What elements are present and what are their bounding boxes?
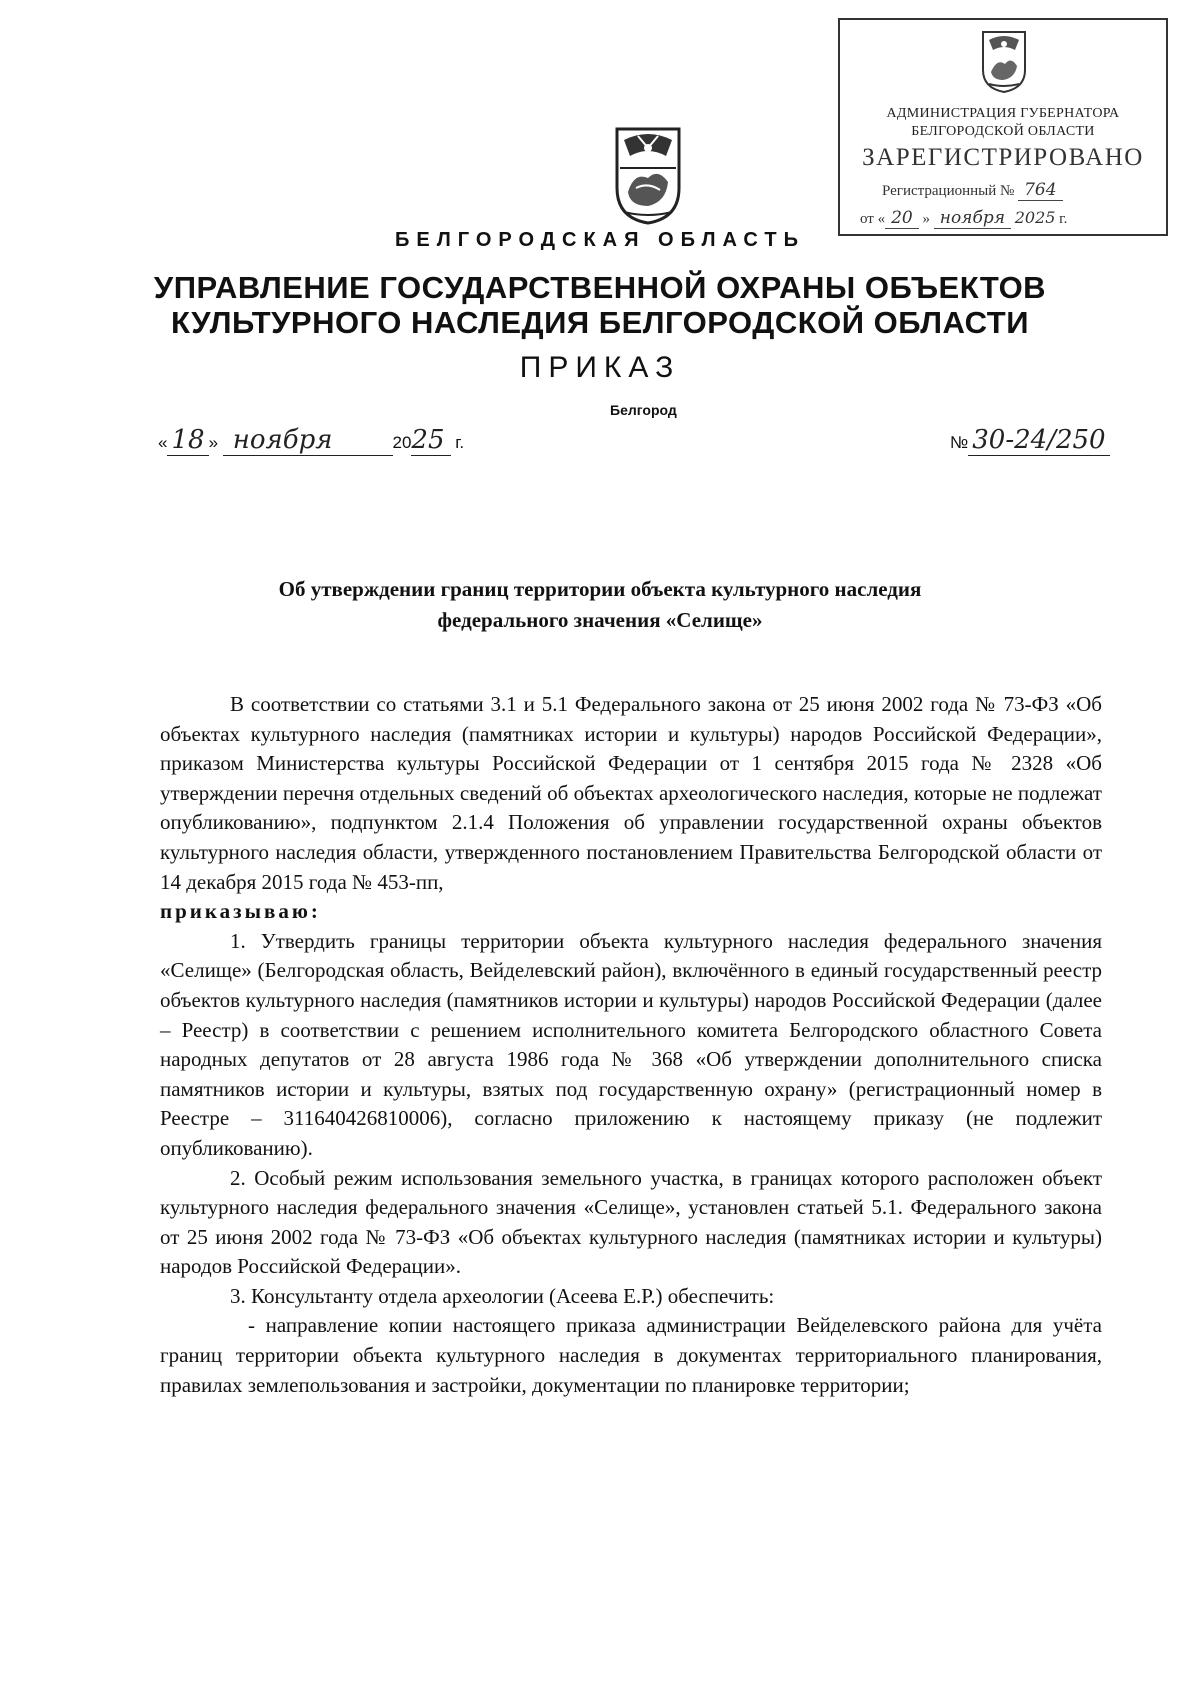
- stamp-month: ноября: [934, 208, 1011, 229]
- document-body: [160, 690, 1102, 1400]
- subject-line1: Об утверждении границ территории объекта культурного наследия: [278, 577, 922, 601]
- date-open-quote: «: [158, 433, 168, 452]
- preamble-paragraph: В соответствии со статьями 3.1 и 5.1 Федерального закона от 25 июня 2002 года № 73-ФЗ «Об объектах культурного наследия (памятниках истории и культуры) народов Российской Федерации», приказом Министерства культуры Российской Федерации от 1 сентября 2015 года № 2328 «Об утверждении перечня отдельных сведений об объектах археологического наследия, которые не подлежат опубликованию», подпунктом 2.1.4 Положения об управлении государственной охраны объектов культурного наследия области, утвержденного постановлением Правительства Белгородской области от 14 декабря 2015 года № 453-пп,: [160, 692, 1102, 894]
- order-number: [950, 425, 1110, 455]
- stamp-suffix: г.: [1059, 211, 1068, 227]
- orders-word: приказываю:: [160, 899, 321, 924]
- stamp-year: 2025: [1014, 208, 1056, 227]
- date-year-suffix: 25: [411, 425, 450, 456]
- date-month: ноября: [223, 425, 393, 456]
- clause-3: 3. Консультанту отдела археологии (Асеева Е.Р.) обеспечить:: [230, 1283, 775, 1308]
- clause-3-item: - направление копии настоящего приказа администрации Вейделевского района для учёта границ территории объекта культурного наследия в документах территориального планирования, правилах землепользования и застройки, документации по планировке территории;: [160, 1313, 1102, 1397]
- department-name-line2: КУЛЬТУРНОГО НАСЛЕДИЯ БЕЛГОРОДСКОЙ ОБЛАСТИ: [171, 305, 1029, 340]
- stamp-registered: ЗАРЕГИСТРИРОВАНО: [862, 144, 1144, 171]
- stamp-reg-label: Регистрационный №: [882, 183, 1015, 199]
- stamp-reg-line: [882, 180, 1063, 200]
- stamp-mid: »: [922, 211, 930, 227]
- stamp-day: 20: [885, 208, 919, 229]
- document-subject: [150, 574, 1050, 636]
- city: Белгород: [610, 402, 677, 418]
- registration-stamp: [838, 18, 1168, 236]
- number-label: №: [950, 433, 969, 452]
- stamp-date-line: [860, 208, 1067, 228]
- stamp-reg-number: 764: [1018, 180, 1062, 201]
- date-year-g: г.: [455, 433, 465, 452]
- stamp-from-prefix: от «: [860, 211, 886, 227]
- number-value: 30-24/250: [968, 425, 1109, 456]
- date-year-prefix: 20: [392, 433, 412, 452]
- clause-2: 2. Особый режим использования земельного участка, в границах которого расположен объект культурного наследия федерального значения «Селище», установлен статьей 5.1. Федерального закона от 25 июня 2002 года № 73-ФЗ «Об объектах культурного наследия (памятниках истории и культуры) народов Российской Федерации».: [160, 1165, 1102, 1279]
- date-close-quote: »: [208, 433, 219, 452]
- coat-of-arms-icon: [981, 30, 1027, 94]
- document-type: ПРИКАЗ: [519, 351, 681, 384]
- subject-line2: федерального значения «Селище»: [437, 608, 763, 632]
- coat-of-arms-icon: [614, 126, 682, 226]
- region-name: БЕЛГОРОДСКАЯ ОБЛАСТЬ: [395, 229, 805, 251]
- date-day: 18: [167, 425, 208, 456]
- department-name-line1: УПРАВЛЕНИЕ ГОСУДАРСТВЕННОЙ ОХРАНЫ ОБЪЕКТОВ: [153, 270, 1047, 305]
- order-date: [158, 425, 464, 455]
- stamp-org-line1: АДМИНИСТРАЦИЯ ГУБЕРНАТОРА: [886, 106, 1120, 121]
- stamp-org-line2: БЕЛГОРОДСКОЙ ОБЛАСТИ: [911, 124, 1095, 139]
- clause-1: 1. Утвердить границы территории объекта культурного наследия федерального значения «Селище» (Белгородская область, Вейделевский район), включённого в единый государственный реестр объектов культурного наследия (памятников истории и культуры) народов Российской Федерации (далее – Реестр) в соответствии с решением исполнительного комитета Белгородского областного Совета народных депутатов от 28 августа 1986 года № 368 «Об утверждении дополнительного списка памятников истории и культуры, взятых под государственную охрану» (регистрационный номер в Реестре – 311640426810006), согласно приложению к настоящему приказу (не подлежит опубликованию).: [160, 928, 1102, 1160]
